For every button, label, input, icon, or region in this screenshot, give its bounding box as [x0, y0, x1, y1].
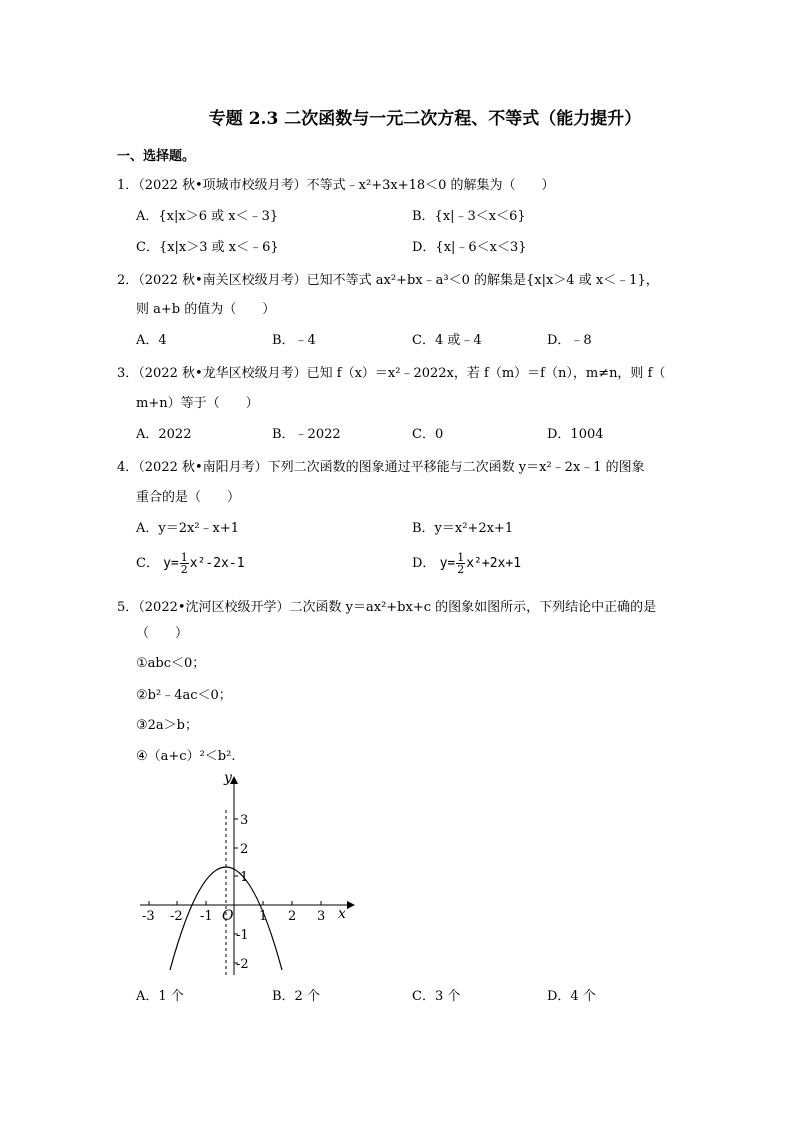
y-tick-2: 2 — [240, 842, 249, 857]
q4-option-d-prefix: y= — [439, 556, 456, 571]
q5-statement-4: ④（a+c）²＜b². — [136, 749, 236, 764]
q4-option-c[interactable] — [136, 552, 245, 575]
q4-option-d-fraction — [456, 552, 465, 575]
q4-option-d-suffix: x²+2x+1 — [466, 556, 522, 571]
q4-option-c-suffix: x²-2x-1 — [189, 556, 245, 571]
q4-option-d-label: D． — [412, 556, 436, 571]
q4-option-c-fraction — [180, 552, 189, 575]
q1-option-b[interactable]: B．{x|﹣3＜x＜6} — [412, 209, 526, 224]
y-tick-1: 1 — [240, 870, 249, 885]
x-tick-1: 1 — [259, 909, 268, 924]
y-tick-neg1: -1 — [236, 928, 249, 943]
q5-option-c[interactable]: C．3 个 — [412, 989, 461, 1004]
q5-statement-3: ③2a＞b； — [136, 718, 198, 733]
q3-stem-line1: 3．（2022 秋•龙华区校级月考）已知 f（x）＝x²﹣2022x，若 f（m）＝f（n），m≠n，则 f（ — [117, 366, 666, 381]
x-tick-neg2: -2 — [170, 909, 183, 924]
y-tick-neg2: -2 — [236, 957, 249, 972]
q5-option-a[interactable]: A．1 个 — [136, 989, 184, 1004]
q2-option-c[interactable]: C．4 或﹣4 — [412, 333, 482, 348]
parabola-graph — [132, 770, 362, 980]
q5-option-b[interactable]: B．2 个 — [272, 989, 320, 1004]
q5-stem-line1: 5．（2022•沈河区校级开学）二次函数 y＝ax²+bx+c 的图象如图所示，下列结论中正确的是 — [117, 600, 657, 615]
x-axis-arrow — [347, 901, 355, 909]
x-tick-neg1: -1 — [200, 909, 213, 924]
q2-option-b[interactable]: B．﹣4 — [272, 333, 316, 348]
x-axis-label: x — [338, 906, 346, 922]
q4-option-d-denominator: 2 — [457, 563, 465, 576]
q4-option-c-numerator: 1 — [180, 551, 188, 564]
q3-option-c[interactable]: C．0 — [412, 427, 444, 442]
q4-option-a[interactable]: A．y＝2x²﹣x+1 — [136, 521, 240, 536]
q4-stem-line2: 重合的是（ ） — [136, 490, 241, 505]
q4-option-c-label: C． — [136, 556, 159, 571]
q4-option-c-denominator: 2 — [180, 563, 188, 576]
q5-option-d[interactable]: D．4 个 — [547, 989, 596, 1004]
x-tick-neg3: -3 — [142, 909, 155, 924]
q1-option-a[interactable]: A．{x|x＞6 或 x＜﹣3} — [136, 209, 279, 224]
q5-statement-2: ②b²﹣4ac＜0； — [136, 688, 232, 703]
q1-stem: 1．（2022 秋•项城市校级月考）不等式﹣x²+3x+18＜0 的解集为（ ） — [117, 178, 555, 193]
q2-option-a[interactable]: A．4 — [136, 333, 167, 348]
q2-option-d[interactable]: D．﹣8 — [547, 333, 592, 348]
q4-option-c-prefix: y= — [163, 556, 179, 571]
q3-option-b[interactable]: B．﹣2022 — [272, 427, 341, 442]
x-tick-2: 2 — [288, 909, 297, 924]
x-tick-3: 3 — [317, 909, 326, 924]
q4-stem-line1: 4．（2022 秋•南阳月考）下列二次函数的图象通过平移能与二次函数 y＝x²﹣2x﹣1 的图象 — [117, 460, 645, 475]
q4-option-b[interactable]: B．y＝x²+2x+1 — [412, 521, 514, 536]
q3-option-d[interactable]: D．1004 — [547, 427, 604, 442]
q5-statement-1: ①abc＜0； — [136, 656, 206, 671]
q1-option-c[interactable]: C．{x|x＞3 或 x＜﹣6} — [136, 240, 279, 255]
q5-stem-line2: （ ） — [136, 626, 189, 641]
section-heading: 一、选择题。 — [117, 149, 196, 164]
q4-option-d[interactable] — [412, 552, 521, 575]
q2-stem-line1: 2．（2022 秋•南关区校级月考）已知不等式 ax²+bx﹣a³＜0 的解集是{x|x＞4 或 x＜﹣1}， — [117, 273, 659, 288]
origin-label: O — [222, 908, 234, 924]
q3-stem-line2: m+n）等于（ ） — [136, 396, 259, 411]
q2-stem-line2: 则 a+b 的值为（ ） — [136, 302, 276, 317]
y-axis-label: y — [224, 770, 232, 786]
page-title: 专题 2.3 二次函数与一元二次方程、不等式（能力提升） — [208, 109, 642, 129]
q4-option-d-numerator: 1 — [457, 551, 465, 564]
q1-option-d[interactable]: D．{x|﹣6＜x＜3} — [412, 240, 527, 255]
y-tick-3: 3 — [240, 813, 249, 828]
q3-option-a[interactable]: A．2022 — [136, 427, 192, 442]
